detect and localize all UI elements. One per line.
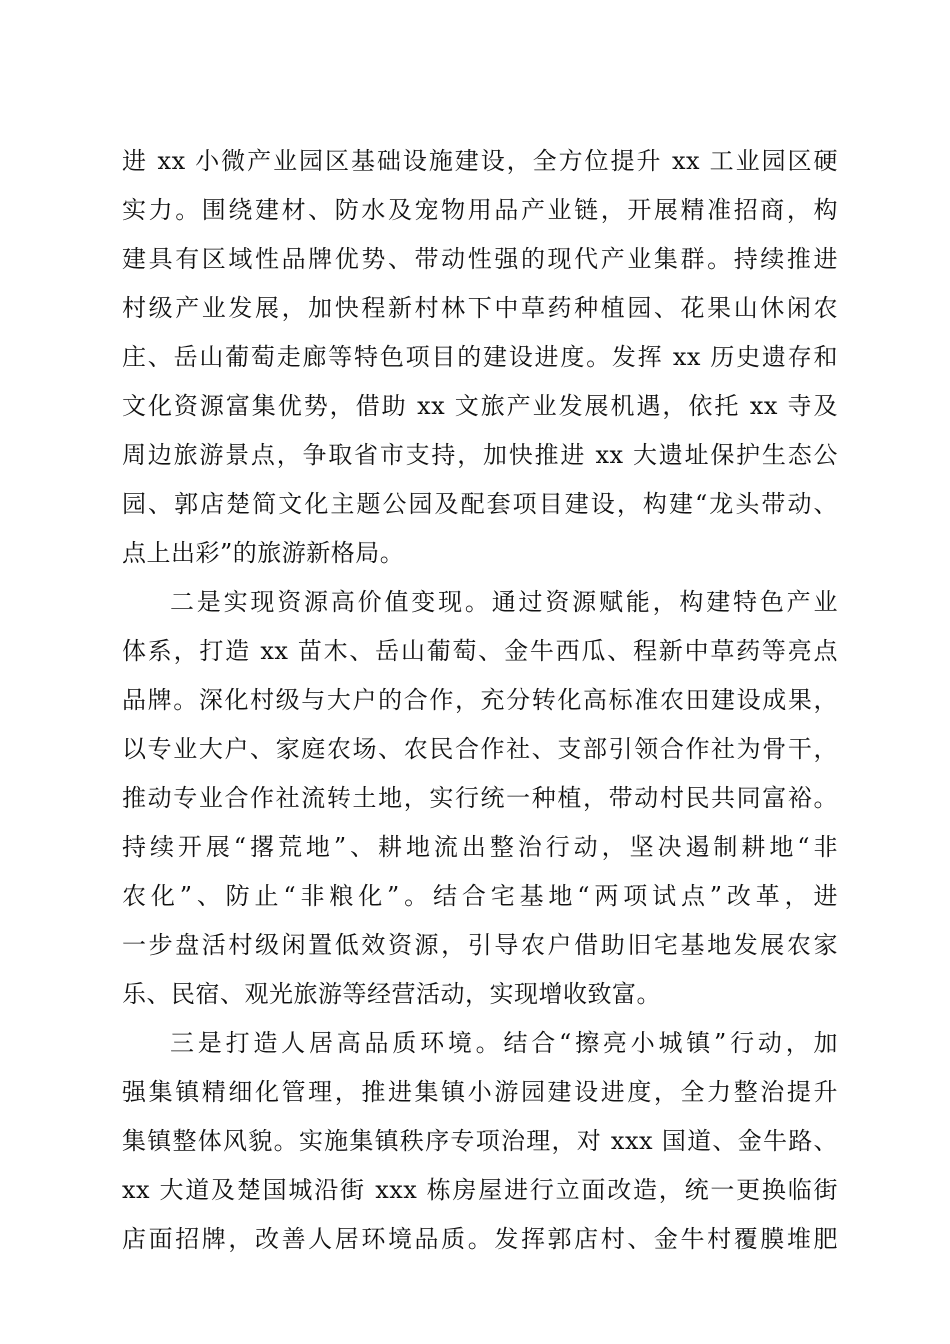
text-line: 园、郭店楚简文化主题公园及配套项目建设，构建“龙头带动、 [122, 490, 838, 518]
text-line: 实力。围绕建材、防水及宠物用品产业链，开展精准招商，构 [122, 196, 838, 224]
text-line: 一步盘活村级闲置低效资源，引导农户借助旧宅基地发展农家 [122, 931, 838, 959]
text-line: 体系，打造 xx 苗木、岳山葡萄、金牛西瓜、程新中草药等亮点 [122, 637, 838, 665]
paragraph-2 [122, 578, 838, 1019]
text-line: 强集镇精细化管理，推进集镇小游园建设进度，全力整治提升 [122, 1078, 838, 1106]
text-line: 店面招牌，改善人居环境品质。发挥郭店村、金牛村覆膜堆肥 [122, 1225, 838, 1253]
text-line: 农化”、防止“非粮化”。结合宅基地“两项试点”改革，进 [122, 882, 838, 910]
text-line: 村级产业发展，加快程新村林下中草药种植园、花果山休闲农 [122, 294, 838, 322]
text-line: 推动专业合作社流转土地，实行统一种植，带动村民共同富裕。 [122, 784, 838, 812]
paragraph-3 [122, 1019, 838, 1264]
text-line: 文化资源富集优势，借助 xx 文旅产业发展机遇，依托 xx 寺及 [122, 392, 838, 420]
text-line: xx 大道及楚国城沿街 xxx 栋房屋进行立面改造，统一更换临街 [122, 1176, 838, 1204]
paragraph-1 [122, 137, 838, 578]
text-line: 品牌。深化村级与大户的合作，充分转化高标准农田建设成果， [122, 686, 838, 714]
text-line: 进 xx 小微产业园区基础设施建设，全方位提升 xx 工业园区硬 [122, 147, 838, 175]
document-body [122, 137, 838, 1264]
text-line: 建具有区域性品牌优势、带动性强的现代产业集群。持续推进 [122, 245, 838, 273]
text-line: 集镇整体风貌。实施集镇秩序专项治理，对 xxx 国道、金牛路、 [122, 1127, 838, 1155]
text-line: 持续开展“撂荒地”、耕地流出整治行动，坚决遏制耕地“非 [122, 833, 838, 861]
text-line: 三是打造人居高品质环境。结合“擦亮小城镇”行动，加 [170, 1029, 838, 1057]
text-line: 二是实现资源高价值变现。通过资源赋能，构建特色产业 [170, 588, 838, 616]
text-line: 以专业大户、家庭农场、农民合作社、支部引领合作社为骨干， [122, 735, 838, 763]
text-line: 周边旅游景点，争取省市支持，加快推进 xx 大遗址保护生态公 [122, 441, 838, 469]
text-line: 乐、民宿、观光旅游等经营活动，实现增收致富。 [122, 980, 661, 1008]
text-line: 庄、岳山葡萄走廊等特色项目的建设进度。发挥 xx 历史遗存和 [122, 343, 838, 371]
text-line: 点上出彩”的旅游新格局。 [122, 539, 405, 567]
